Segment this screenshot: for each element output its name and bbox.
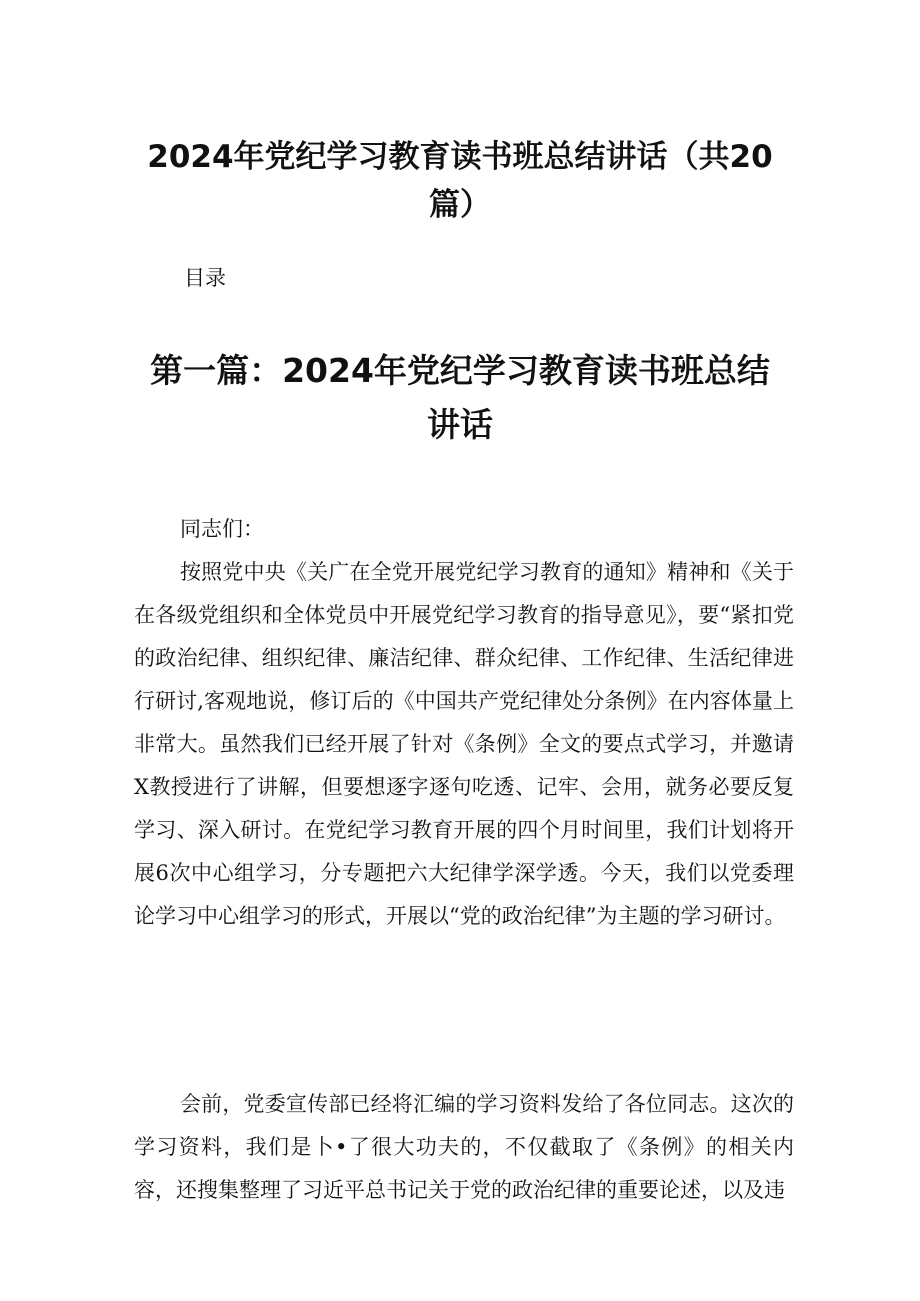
greeting: 同志们： — [180, 517, 264, 541]
paragraph-2: 会前，党委宣传部已经将汇编的学习资料发给了各位同志。这次的学习资料，我们是卜•了很大功夫的，不仅截取了《条例》的相关内容，还搜集整理了习近平总书记关于党的政治纪律的重要论述，以及违 — [134, 1092, 794, 1202]
document-title: 2024年党纪学习教育读书班总结讲话（共20篇） — [147, 139, 773, 223]
chapter-title: 第一篇：2024年党纪学习教育读书班总结讲话 — [150, 351, 770, 444]
toc-label: 目录 — [184, 266, 226, 290]
paragraph-1: 按照党中央《关广在全党开展党纪学习教育的通知》精神和《关于在各级党组织和全体党员中开展党纪学习教育的指导意见》，要“紧扣党的政治纪律、组织纪律、廉洁纪律、群众纪律、工作纪律、生活纪律进行研讨,客观地说，修订后的《中国共产党纪律处分条例》在内容体量上非常大。虽然我们已经开展了针对《条例》全文的要点式学习，并邀请X教授进行了讲解，但要想逐字逐句吃透、记牢、会用，就务必要反复学习、深入研讨。在党纪学习教育开展的四个月时间里，我们计划将开展6次中心组学习，分专题把六大纪律学深学透。今天，我们以党委理论学习中心组学习的形式，开展以“党的政治纪律”为主题的学习研讨。 — [134, 560, 794, 928]
